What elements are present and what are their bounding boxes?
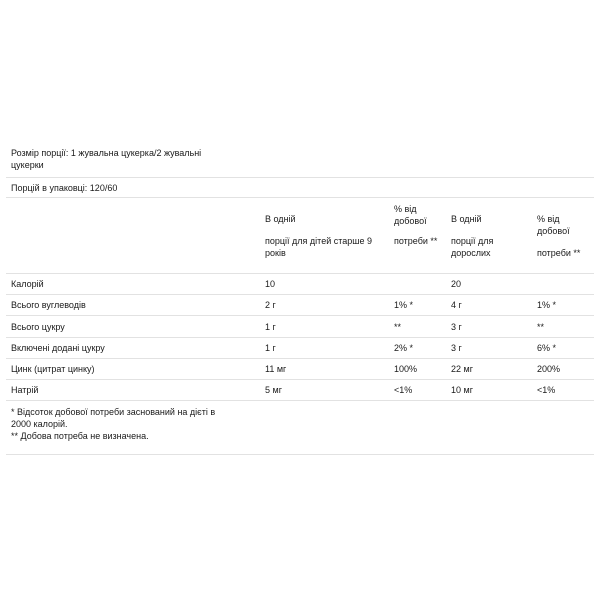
child-amount: 2 г	[265, 300, 276, 310]
footnote-dv-basis-line1: * Відсоток добової потреби заснований на дієті в	[11, 407, 216, 417]
child-daily-value: 2% *	[394, 343, 414, 353]
nutrient-name: Калорій	[11, 279, 44, 289]
nutrient-name: Всього цукру	[11, 322, 65, 332]
serving-size-line2: цукерки	[11, 160, 44, 170]
serving-size-line1: Розмір порції: 1 жувальна цукерка/2 жувальні	[11, 148, 202, 158]
adult-daily-value: <1%	[537, 385, 556, 395]
divider	[6, 337, 594, 338]
header-adult-amount-line3: дорослих	[451, 248, 491, 258]
divider	[6, 177, 594, 178]
child-daily-value: <1%	[394, 385, 413, 395]
header-adult-amount-line1: В одній	[451, 214, 482, 224]
adult-daily-value: 6% *	[537, 343, 557, 353]
footnote-dv-not-established: ** Добова потреба не визначена.	[11, 431, 149, 441]
adult-amount: 20	[451, 279, 462, 289]
header-child-amount-line1: В одній	[265, 214, 296, 224]
divider	[6, 454, 594, 455]
servings-per-container: Порцій в упаковці: 120/60	[11, 183, 118, 193]
header-adult-dv-line2: добової	[537, 226, 570, 236]
header-child-amount-line2: порції для дітей старше 9	[265, 236, 372, 246]
child-daily-value: 1% *	[394, 300, 414, 310]
nutrient-name: Включені додані цукру	[11, 343, 105, 353]
child-daily-value: 100%	[394, 364, 418, 374]
header-adult-dv-line1: % від	[537, 214, 560, 224]
divider	[6, 197, 594, 198]
child-amount: 1 г	[265, 343, 276, 353]
child-amount: 10	[265, 279, 276, 289]
divider	[6, 294, 594, 295]
divider	[6, 315, 594, 316]
adult-amount: 10 мг	[451, 385, 473, 395]
child-amount: 5 мг	[265, 385, 282, 395]
adult-amount: 22 мг	[451, 364, 473, 374]
adult-daily-value: 200%	[537, 364, 561, 374]
adult-amount: 4 г	[451, 300, 462, 310]
header-child-dv-line1: % від	[394, 204, 417, 214]
header-child-dv-line3: потреби **	[394, 236, 438, 246]
header-child-amount-line3: років	[265, 248, 286, 258]
nutrient-name: Всього вуглеводів	[11, 300, 86, 310]
nutrient-name: Цинк (цитрат цинку)	[11, 364, 95, 374]
child-amount: 1 г	[265, 322, 276, 332]
divider	[6, 273, 594, 274]
divider	[6, 379, 594, 380]
adult-daily-value: 1% *	[537, 300, 557, 310]
footnote-dv-basis-line2: 2000 калорій.	[11, 419, 68, 429]
adult-amount: 3 г	[451, 343, 462, 353]
divider	[6, 400, 594, 401]
child-amount: 11 мг	[265, 364, 287, 374]
header-adult-dv-line3: потреби **	[537, 248, 581, 258]
nutrient-name: Натрій	[11, 385, 39, 395]
adult-daily-value: **	[537, 322, 545, 332]
header-adult-amount-line2: порції для	[451, 236, 494, 246]
header-child-dv-line2: добової	[394, 216, 427, 226]
child-daily-value: **	[394, 322, 402, 332]
divider	[6, 358, 594, 359]
adult-amount: 3 г	[451, 322, 462, 332]
